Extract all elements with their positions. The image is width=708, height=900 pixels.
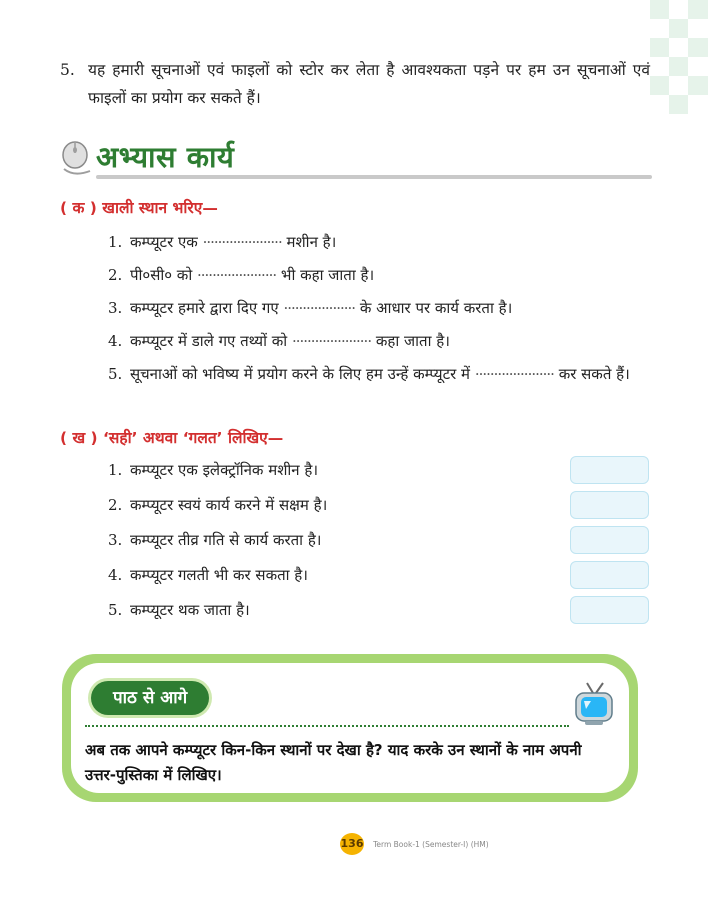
mouse-icon [60, 139, 94, 177]
callout-dotted-divider [85, 725, 569, 727]
book-title: Term Book-1 (Semester-I) (HM) [373, 839, 489, 849]
corner-checker-decoration [650, 0, 708, 125]
answer-box[interactable] [570, 491, 649, 519]
intro-number: 5. [60, 61, 75, 79]
section-header [60, 137, 652, 179]
blank-dots[interactable]: ····················· [202, 233, 282, 251]
intro-text: यह हमारी सूचनाओं एवं फाइलों को स्टोर कर लेता है आवश्यकता पड़ने पर हम उन सूचनाओं एवं फाइलों का प्रयोग कर सकते हैं। [88, 61, 650, 107]
list-item: 5. सूचनाओं को भविष्य में प्रयोग करने के लिए हम उन्हें कम्प्यूटर में ····················· कर सकते हैं। [108, 365, 630, 383]
list-item: 3. कम्प्यूटर हमारे द्वारा दिए गए ··················· के आधार पर कार्य करता है। [108, 299, 513, 317]
list-item: 4. कम्प्यूटर में डाले गए तथ्यों को ····················· कहा जाता है। [108, 332, 450, 350]
beyond-lesson-callout [62, 654, 638, 802]
intro-point [60, 56, 650, 112]
list-item: 5. कम्प्यूटर थक जाता है। [108, 596, 650, 631]
list-item: 2. पी०सी० को ····················· भी कहा जाता है। [108, 266, 375, 284]
true-false-list [108, 456, 650, 631]
answer-box[interactable] [570, 526, 649, 554]
page-number: 136 [340, 833, 364, 855]
list-item: 1. कम्प्यूटर एक ····················· मशीन है। [108, 233, 337, 251]
answer-box[interactable] [570, 456, 649, 484]
callout-text: अब तक आपने कम्प्यूटर किन-किन स्थानों पर देखा है? याद करके उन स्थानों के नाम अपनी उत्तर-पुस्तिका में लिखिए। [85, 741, 582, 784]
list-item: 3. कम्प्यूटर तीव्र गति से कार्य करता है। [108, 526, 650, 561]
fill-blanks-list [108, 228, 650, 393]
callout-label: पाठ से आगे [91, 681, 209, 715]
list-item: 4. कम्प्यूटर गलती भी कर सकता है। [108, 561, 650, 596]
true-false-heading: ( ख ) ‘सही’ अथवा ‘गलत’ लिखिए— [60, 429, 284, 447]
list-item: 1. कम्प्यूटर एक इलेक्ट्रॉनिक मशीन है। [108, 456, 650, 491]
answer-box[interactable] [570, 596, 649, 624]
fill-blanks-heading: ( क ) खाली स्थान भरिए— [60, 199, 218, 217]
section-divider [96, 175, 652, 179]
page-footer [340, 833, 489, 855]
section-title: अभ्यास कार्य [96, 140, 235, 174]
blank-dots[interactable]: ····················· [291, 332, 372, 350]
blank-dots[interactable]: ····················· [474, 365, 554, 383]
blank-dots[interactable]: ··················· [283, 299, 356, 317]
list-item: 2. कम्प्यूटर स्वयं कार्य करने में सक्षम है। [108, 491, 650, 526]
answer-box[interactable] [570, 561, 649, 589]
blank-dots[interactable]: ····················· [197, 266, 277, 284]
tv-icon [571, 679, 617, 729]
